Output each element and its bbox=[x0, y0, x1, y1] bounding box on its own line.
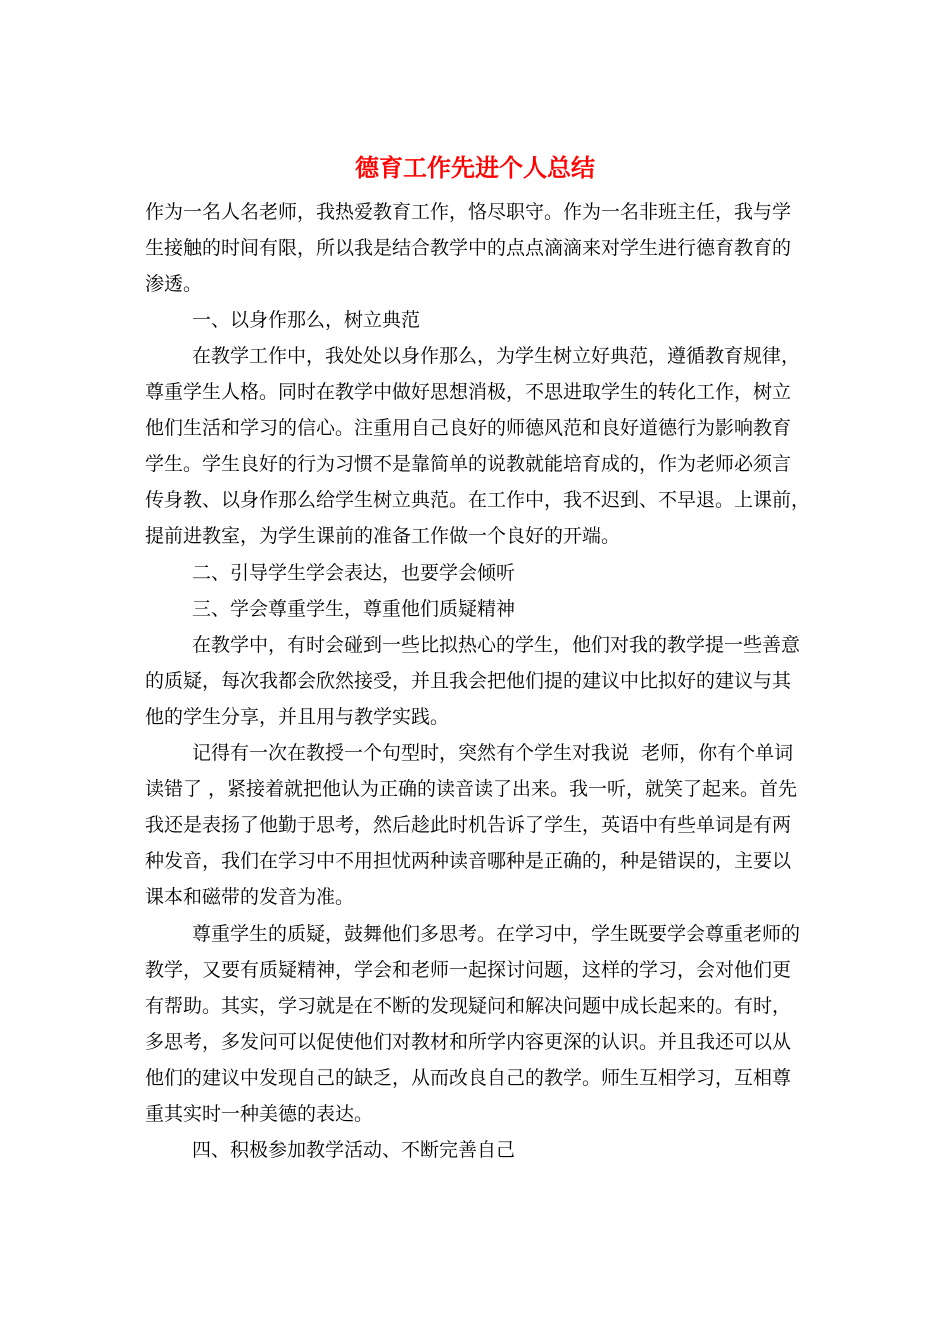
paragraph-line: 有帮助。其实，学习就是在不断的发现疑问和解决问题中成长起来的。有时， bbox=[145, 995, 792, 1017]
paragraph-line: 尊重学生人格。同时在教学中做好思想消极，不思进取学生的转化工作，树立 bbox=[145, 381, 792, 403]
paragraph-line: 传身教、以身作那么给学生树立典范。在工作中，我不迟到、不早退。上课前， bbox=[145, 489, 811, 511]
paragraph-line: 我还是表扬了他勤于思考，然后趁此时机告诉了学生，英语中有些单词是有两 bbox=[145, 814, 792, 836]
paragraph-line: 课本和磁带的发音为准。 bbox=[145, 886, 355, 908]
paragraph-line: 渗透。 bbox=[145, 273, 203, 295]
paragraph-line: 记得有一次在教授一个句型时，突然有个学生对我说 老师，你有个单词 bbox=[192, 742, 794, 764]
document-title: 德育工作先进个人总结 bbox=[355, 153, 595, 182]
section-heading: 一、以身作那么，树立典范 bbox=[192, 309, 421, 331]
paragraph-line: 尊重学生的质疑，鼓舞他们多思考。在学习中，学生既要学会尊重老师的 bbox=[192, 923, 801, 945]
paragraph-line: 种发音，我们在学习中不用担忧两种读音哪种是正确的，种是错误的，主要以 bbox=[145, 850, 792, 872]
paragraph-line: 学生。学生良好的行为习惯不是靠简单的说教就能培育成的，作为老师必须言 bbox=[145, 453, 792, 475]
paragraph-line: 的质疑，每次我都会欣然接受，并且我会把他们提的建议中比拟好的建议与其 bbox=[145, 670, 792, 692]
paragraph-line: 重其实时一种美德的表达。 bbox=[145, 1103, 374, 1125]
paragraph-line: 他们生活和学习的信心。注重用自己良好的师德风范和良好道德行为影响教育 bbox=[145, 417, 792, 439]
paragraph-line: 他的学生分享，并且用与教学实践。 bbox=[145, 706, 450, 728]
section-heading: 二、引导学生学会表达，也要学会倾听 bbox=[192, 562, 516, 584]
paragraph-line: 提前进教室，为学生课前的准备工作做一个良好的开端。 bbox=[145, 525, 621, 547]
paragraph-line: 读错了 ，紧接着就把他认为正确的读音读了出来。我一听，就笑了起来。首先 bbox=[145, 778, 798, 800]
paragraph-line: 在教学工作中，我处处以身作那么，为学生树立好典范，遵循教育规律， bbox=[192, 345, 801, 367]
paragraph-line: 作为一名人名老师，我热爱教育工作，恪尽职守。作为一名非班主任，我与学 bbox=[145, 201, 792, 223]
paragraph-line: 多思考，多发问可以促使他们对教材和所学内容更深的认识。并且我还可以从 bbox=[145, 1031, 792, 1053]
paragraph-line: 生接触的时间有限，所以我是结合教学中的点点滴滴来对学生进行德育教育的 bbox=[145, 237, 792, 259]
section-heading: 三、学会尊重学生，尊重他们质疑精神 bbox=[192, 598, 516, 620]
paragraph-line: 在教学中，有时会碰到一些比拟热心的学生，他们对我的教学提一些善意 bbox=[192, 634, 801, 656]
paragraph-line: 他们的建议中发现自己的缺乏，从而改良自己的教学。师生互相学习，互相尊 bbox=[145, 1067, 792, 1089]
paragraph-line: 教学，又要有质疑精神，学会和老师一起探讨问题，这样的学习，会对他们更 bbox=[145, 959, 792, 981]
section-heading: 四、积极参加教学活动、不断完善自己 bbox=[192, 1139, 516, 1161]
